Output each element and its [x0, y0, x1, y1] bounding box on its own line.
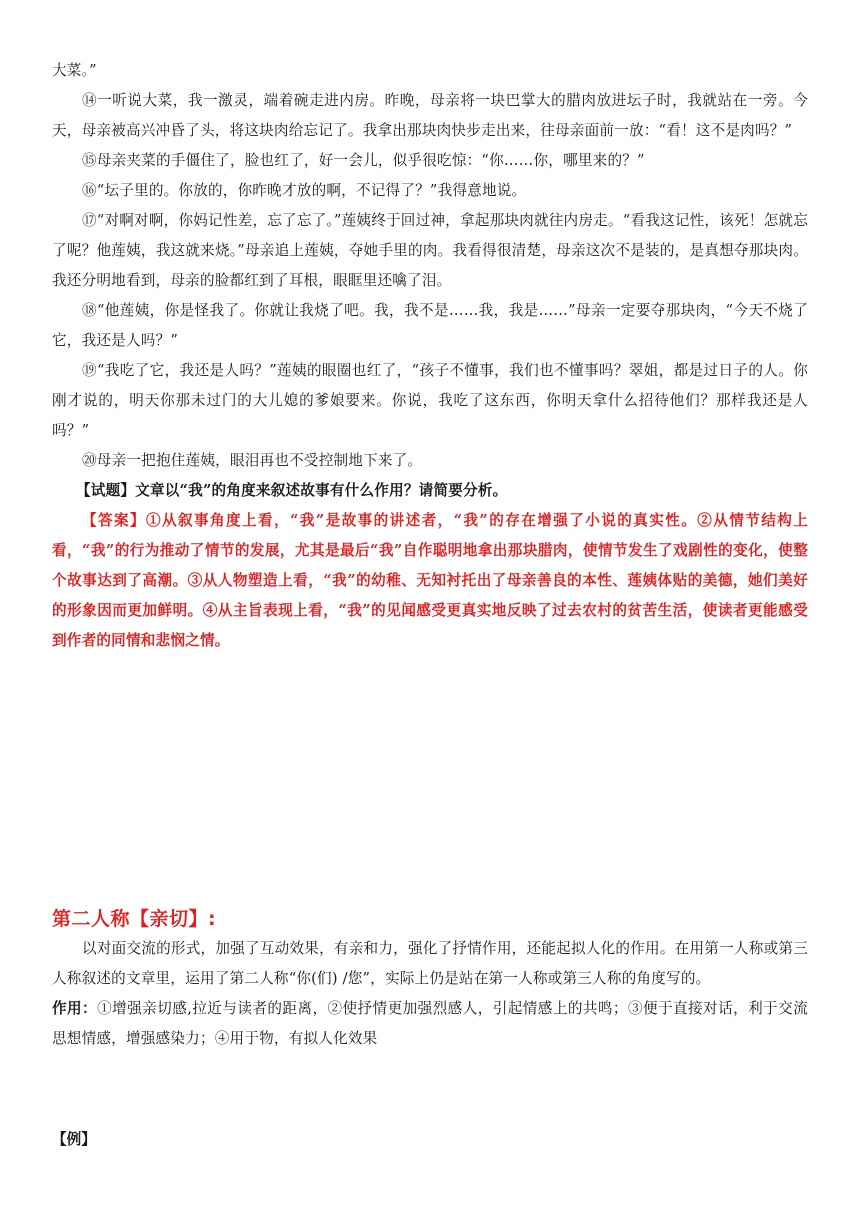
paragraph-19: ⑲“我吃了它，我还是人吗？”莲姨的眼圈也红了，“孩子不懂事，我们也不懂事吗？翠姐，都是过日子的人。你刚才说的，明天你那未过门的大儿媳的爹娘要来。你说，我吃了这东西，你明天拿什么招待他们？那样我还是人吗？” — [52, 362, 808, 439]
section-intro: 以对面交流的形式，加强了互动效果，有亲和力，强化了抒情作用，还能起拟人化的作用。在用第一人称或第三人称叙述的文章里，运用了第二人称“你(们) /您”，实际上仍是站在第一人称或第三人称的角度写的。 — [52, 940, 808, 987]
example-label: 【例】 — [52, 1131, 96, 1148]
effect-text: ①增强亲切感,拉近与读者的距离，②使抒情更加强烈感人，引起情感上的共鸣；③便于直接对话，利于交流思想情感，增强感染力；④用于物，有拟人化效果 — [52, 1000, 808, 1047]
paragraph-16: ⑯“坛子里的。你放的，你昨晚才放的啊，不记得了？”我得意地说。 — [82, 182, 527, 199]
story-excerpt — [52, 56, 808, 656]
answer-text: 【答案】①从叙事角度上看，“我”是故事的讲述者，“我”的存在增强了小说的真实性。②从情节结构上看，“我”的行为推动了情节的发展，尤其是最后“我”自作聪明地拿出那块腊肉，使情节发生了戏剧性的变化，使整个故事达到了高潮。③从人物塑造上看，“我”的幼稚、无知衬托出了母亲善良的本性、莲姨体贴的美德，她们美好的形象因而更加鲜明。④从主旨表现上看，“我”的见闻感受更真实地反映了过去农村的贫苦生活，使读者更能感受到作者的同情和悲悯之情。 — [52, 512, 808, 649]
effect-paragraph — [52, 994, 808, 1054]
question-text: 【试题】文章以“我”的角度来叙述故事有什么作用？请简要分析。 — [76, 482, 508, 499]
paragraph-17: ⑰“对啊对啊，你妈记性差，忘了忘了。”莲姨终于回过神，拿起那块肉就往内房走。“看我这记性，该死！怎就忘了呢？他莲姨，我这就来烧。”母亲追上莲姨，夺她手里的肉。我看得很清楚，母亲这次不是装的，是真想夺那块肉。我还分明地看到，母亲的脸都红到了耳根，眼眶里还噙了泪。 — [52, 212, 808, 289]
paragraph-13-end: 大菜。” — [52, 62, 97, 79]
second-person-section — [52, 934, 808, 1054]
effect-label: 作用： — [52, 1000, 98, 1017]
paragraph-18: ⑱“他莲姨，你是怪我了。你就让我烧了吧。我，我不是……我，我是……”母亲一定要夺那块肉，“今天不烧了它，我还是人吗？” — [52, 302, 808, 349]
paragraph-14: ⑭一听说大菜，我一激灵，端着碗走进内房。昨晚，母亲将一块巴掌大的腊肉放进坛子时，我就站在一旁。今天，母亲被高兴冲昏了头，将这块肉给忘记了。我拿出那块肉快步走出来，往母亲面前一放：“看！这不是肉吗？” — [52, 92, 808, 139]
section-title: 第二人称【亲切】: — [52, 908, 217, 930]
paragraph-15: ⑮母亲夹菜的手僵住了，脸也红了，好一会儿，似乎很吃惊：“你……你，哪里来的？” — [82, 152, 645, 169]
paragraph-20: ⑳母亲一把抱住莲姨，眼泪再也不受控制地下来了。 — [82, 452, 423, 469]
